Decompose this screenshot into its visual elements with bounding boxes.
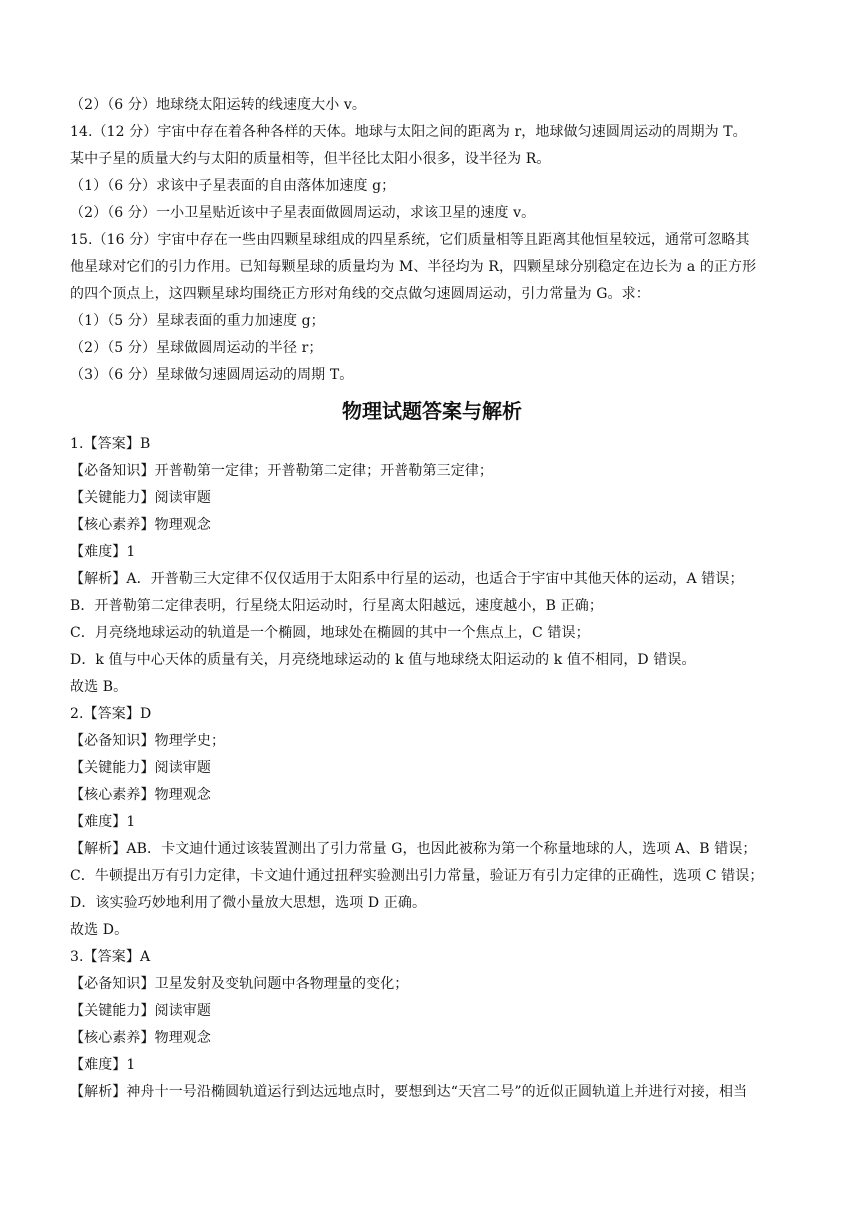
question-block	[70, 92, 794, 389]
a3-literacy: 【核心素养】物理观念	[70, 1030, 211, 1046]
q13-part2: （2）（6 分）地球绕太阳运转的线速度大小 v。	[70, 97, 367, 113]
q15-stem-line1: 15.（16 分）宇宙中存在一些由四颗星球组成的四星系统，它们质量相等且距离其他恒星较远，通常可忽略其	[70, 232, 750, 248]
a1-analysis-c: C．月亮绕地球运动的轨道是一个椭圆，地球处在椭圆的其中一个焦点上，C 错误；	[70, 625, 590, 641]
a1-conclusion: 故选 B。	[70, 679, 128, 695]
q14-part2: （2）（6 分）一小卫星贴近该中子星表面做圆周运动，求该卫星的速度 v。	[70, 205, 536, 221]
answer-block	[70, 431, 794, 1106]
a2-literacy: 【核心素养】物理观念	[70, 787, 211, 803]
a2-ability: 【关键能力】阅读审题	[70, 760, 211, 776]
a2-difficulty: 【难度】1	[70, 814, 136, 830]
a1-ability: 【关键能力】阅读审题	[70, 490, 211, 506]
a1-analysis-b: B．开普勒第二定律表明，行星绕太阳运动时，行星离太阳越远，速度越小，B 正确；	[70, 598, 603, 614]
a2-analysis-c: C．牛顿提出万有引力定律，卡文迪什通过扭秤实验测出引力常量，验证万有引力定律的正确性，选项 C 错误；	[70, 868, 764, 884]
a1-literacy: 【核心素养】物理观念	[70, 517, 211, 533]
a2-analysis-d: D．该实验巧妙地利用了微小量放大思想，选项 D 正确。	[70, 895, 427, 911]
q15-part1: （1）（5 分）星球表面的重力加速度 g；	[70, 313, 325, 329]
document-content	[70, 92, 794, 1106]
a3-answer: 3.【答案】A	[70, 949, 151, 965]
a2-answer: 2.【答案】D	[70, 706, 152, 722]
a1-knowledge: 【必备知识】开普勒第一定律；开普勒第二定律；开普勒第三定律；	[70, 463, 493, 479]
a3-knowledge: 【必备知识】卫星发射及变轨问题中各物理量的变化；	[70, 976, 409, 992]
a3-difficulty: 【难度】1	[70, 1057, 136, 1073]
q14-stem-line1: 14.（12 分）宇宙中存在着各种各样的天体。地球与太阳之间的距离为 r，地球做匀速圆周运动的周期为 T。	[70, 124, 747, 140]
a1-difficulty: 【难度】1	[70, 544, 136, 560]
a2-conclusion: 故选 D。	[70, 922, 129, 938]
q15-stem-line3: 的四个顶点上，这四颗星球均围绕正方形对角线的交点做匀速圆周运动，引力常量为 G。求：	[70, 286, 650, 302]
a3-analysis: 【解析】神舟十一号沿椭圆轨道运行到达远地点时，要想到达“天宫二号”的近似正圆轨道上并进行对接，相当	[70, 1084, 748, 1100]
answer-section-title: 物理试题答案与解析	[342, 399, 522, 423]
q15-stem-line2: 他星球对它们的引力作用。已知每颗星球的质量均为 M、半径均为 R，四颗星球分别稳定在边长为 a 的正方形	[70, 259, 757, 275]
a1-analysis-d: D．k 值与中心天体的质量有关，月亮绕地球运动的 k 值与地球绕太阳运动的 k 值不相同，D 错误。	[70, 652, 696, 668]
q14-part1: （1）（6 分）求该中子星表面的自由落体加速度 g；	[70, 178, 396, 194]
q15-part3: （3）（6 分）星球做匀速圆周运动的周期 T。	[70, 367, 354, 383]
a1-analysis-a: 【解析】A．开普勒三大定律不仅仅适用于太阳系中行星的运动，也适合于宇宙中其他天体的运动，A 错误；	[70, 571, 744, 587]
a1-answer: 1.【答案】B	[70, 436, 151, 452]
a3-ability: 【关键能力】阅读审题	[70, 1003, 211, 1019]
a2-analysis-ab: 【解析】AB．卡文迪什通过该装置测出了引力常量 G，也因此被称为第一个称量地球的人，选项 A、B 错误；	[70, 841, 757, 857]
q14-stem-line2: 某中子星的质量大约与太阳的质量相等，但半径比太阳小很多，设半径为 R。	[70, 151, 551, 167]
q15-part2: （2）（5 分）星球做圆周运动的半径 r；	[70, 340, 323, 356]
a2-knowledge: 【必备知识】物理学史；	[70, 733, 226, 749]
